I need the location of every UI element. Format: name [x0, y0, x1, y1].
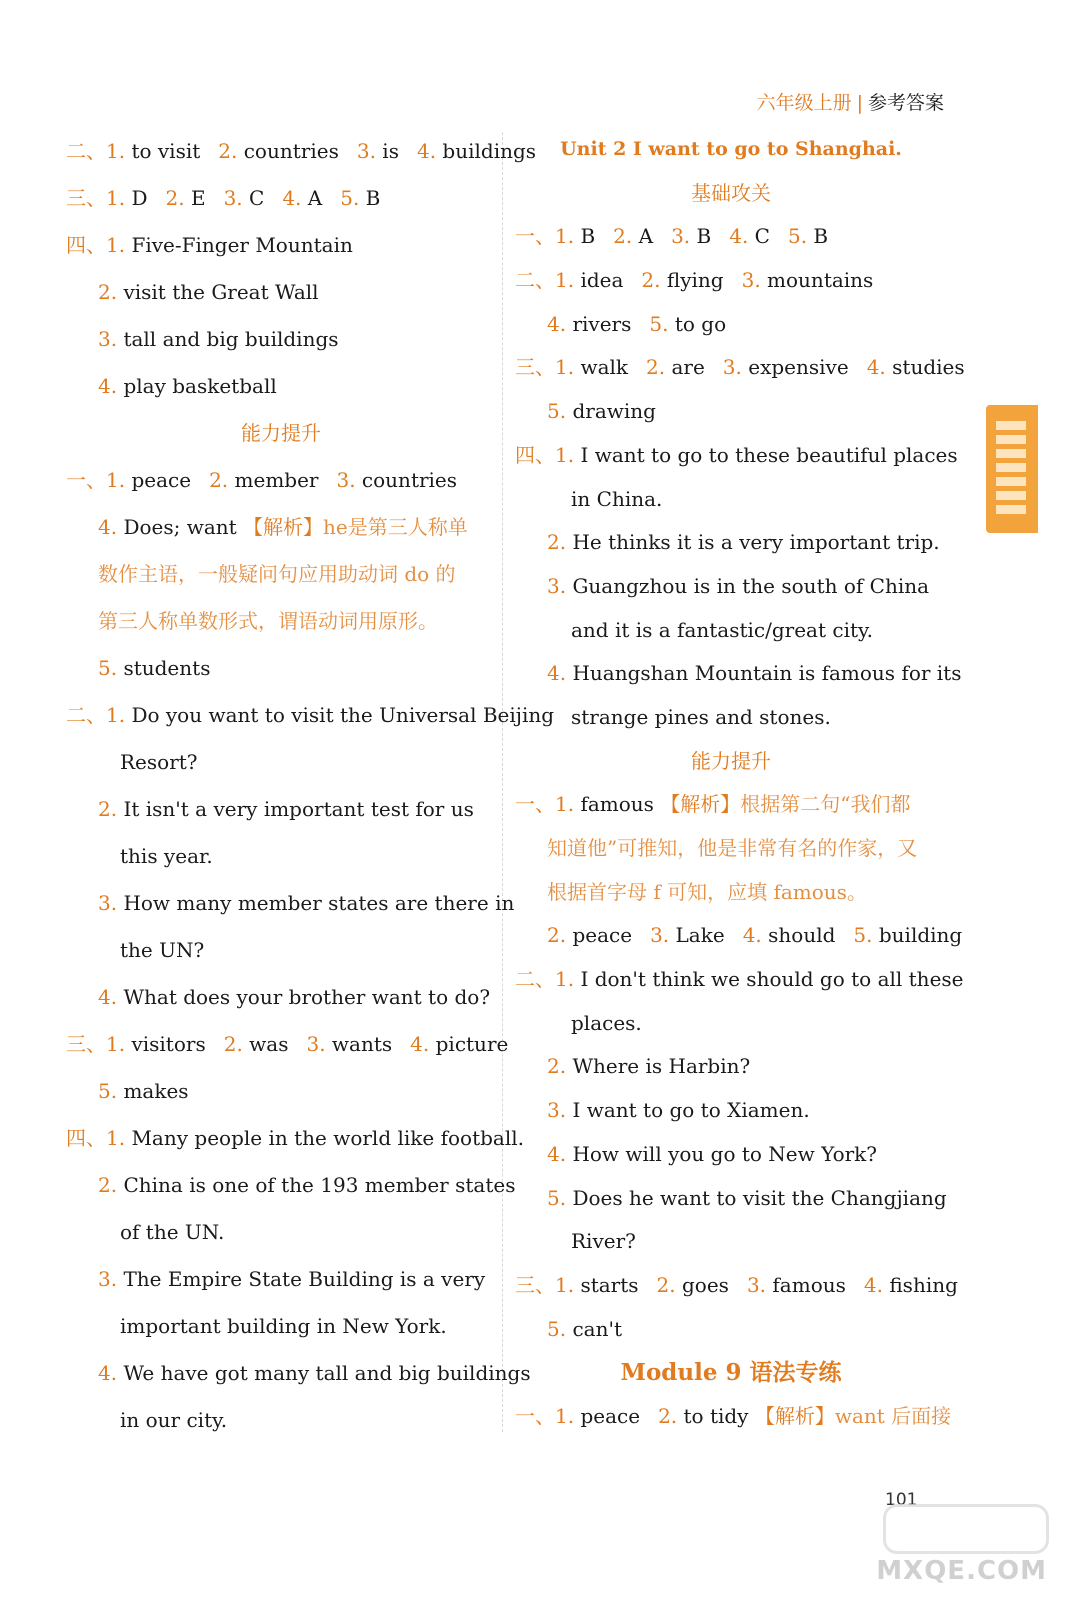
- answer-line: 2. Where is Harbin?: [547, 1054, 751, 1079]
- answer-line: 5. Does he want to visit the Changjiang: [547, 1185, 947, 1210]
- answer-line: 2. It isn't a very important test for us: [98, 797, 474, 821]
- analysis-text: 根据首字母 f 可知，应填 famous。: [547, 879, 867, 904]
- analysis-text: 数作主语，一般疑问句应用助动词 do 的: [98, 562, 456, 586]
- answer-line: 4. Does; want 【解析】he是第三人称单: [98, 515, 468, 539]
- answer-line: 二、1. I don't think we should go to all these: [515, 967, 964, 992]
- answer-line: 4. play basketball: [98, 374, 277, 398]
- answer-line: 3. The Empire State Building is a very: [98, 1267, 486, 1291]
- header-separator: |: [856, 92, 863, 114]
- unit-title: Unit 2 I want to go to Shanghai.: [560, 138, 902, 160]
- watermark-logo-icon: [883, 1504, 1049, 1554]
- answer-continuation: Resort?: [120, 750, 198, 774]
- answer-line: 一、1. famous 【解析】根据第二句“我们都: [515, 792, 911, 817]
- answer-line: 一、1. B 2. A 3. B 4. C 5. B: [515, 224, 829, 249]
- side-tab-icon: [996, 421, 1026, 517]
- analysis-tag: 【解析】: [243, 515, 324, 539]
- answer-continuation: important building in New York.: [120, 1314, 447, 1338]
- answer-line: 四、1. Many people in the world like football.: [66, 1126, 524, 1150]
- answer-continuation: in China.: [571, 486, 663, 511]
- answer-line: 4. What does your brother want to do?: [98, 985, 491, 1009]
- watermark: MXQE.COM: [876, 1556, 1047, 1586]
- answer-line: 5. can't: [547, 1316, 622, 1341]
- answer-line: 2. peace 3. Lake 4. should 5. building: [547, 923, 963, 948]
- answer-line: 三、1. starts 2. goes 3. famous 4. fishing: [515, 1272, 958, 1297]
- answer-line: 5. students: [98, 656, 211, 680]
- answer-line: 5. makes: [98, 1079, 189, 1103]
- answer-line: 2. He thinks it is a very important trip.: [547, 530, 940, 555]
- answer-line: 4. We have got many tall and big buildings: [98, 1361, 531, 1385]
- page-number: 101: [885, 1490, 918, 1510]
- answer-line: 四、1. Five-Finger Mountain: [66, 233, 353, 257]
- header-grade: 六年级上册: [756, 92, 852, 114]
- answer-continuation: of the UN.: [120, 1220, 225, 1244]
- answer-continuation: in our city.: [120, 1408, 228, 1432]
- left-column: [66, 128, 555, 1444]
- header-title: 参考答案: [867, 92, 944, 114]
- answer-line: 4. rivers 5. to go: [547, 311, 727, 336]
- answer-line: 2. China is one of the 193 member states: [98, 1173, 516, 1197]
- analysis-text: 知道他”可推知，他是非常有名的作家，又: [547, 836, 918, 860]
- answer-line: 四、1. I want to go to these beautiful places: [515, 442, 958, 467]
- answer-continuation: places.: [571, 1010, 642, 1035]
- answer-line: 5. drawing: [547, 399, 656, 424]
- answer-line: 2. visit the Great Wall: [98, 280, 319, 304]
- answer-continuation: the UN?: [120, 938, 205, 962]
- right-column: [515, 128, 965, 1439]
- answer-line: 3. Guangzhou is in the south of China: [547, 573, 930, 598]
- section-title: 能力提升: [691, 748, 771, 773]
- column-divider: [502, 132, 503, 1432]
- answer-line: 一、1. peace 2. member 3. countries: [66, 468, 458, 492]
- answer-line: 三、1. visitors 2. was 3. wants 4. picture: [66, 1032, 509, 1056]
- section-title: 能力提升: [241, 421, 321, 445]
- answer-line: 3. How many member states are there in: [98, 891, 515, 915]
- answer-continuation: strange pines and stones.: [571, 704, 831, 729]
- answer-line: 三、1. walk 2. are 3. expensive 4. studies: [515, 355, 965, 380]
- answer-line: 3. tall and big buildings: [98, 327, 339, 351]
- answer-continuation: this year.: [120, 844, 213, 868]
- section-title: 基础攻关: [691, 180, 771, 205]
- side-tab-marker: [986, 405, 1038, 533]
- answer-line: 二、1. idea 2. flying 3. mountains: [515, 268, 874, 293]
- answer-continuation: River?: [571, 1229, 636, 1254]
- answer-line: 二、1. Do you want to visit the Universal Beijing: [66, 703, 555, 727]
- answer-line: 二、1. to visit 2. countries 3. is 4. buildings: [66, 139, 537, 163]
- analysis-tag: 【解析】: [754, 1403, 835, 1428]
- analysis-tag: 【解析】: [660, 792, 741, 817]
- answer-line: 4. How will you go to New York?: [547, 1141, 878, 1166]
- page-header: [757, 88, 944, 115]
- answer-line: 3. I want to go to Xiamen.: [547, 1098, 810, 1123]
- answer-line: 4. Huangshan Mountain is famous for its: [547, 661, 962, 686]
- analysis-text: 第三人称单数形式，谓语动词用原形。: [98, 609, 438, 633]
- answer-line: 一、1. peace 2. to tidy 【解析】want 后面接: [515, 1403, 952, 1428]
- answer-line: 三、1. D 2. E 3. C 4. A 5. B: [66, 186, 381, 210]
- module-title: Module 9 语法专练: [620, 1359, 842, 1387]
- answer-continuation: and it is a fantastic/great city.: [571, 617, 874, 642]
